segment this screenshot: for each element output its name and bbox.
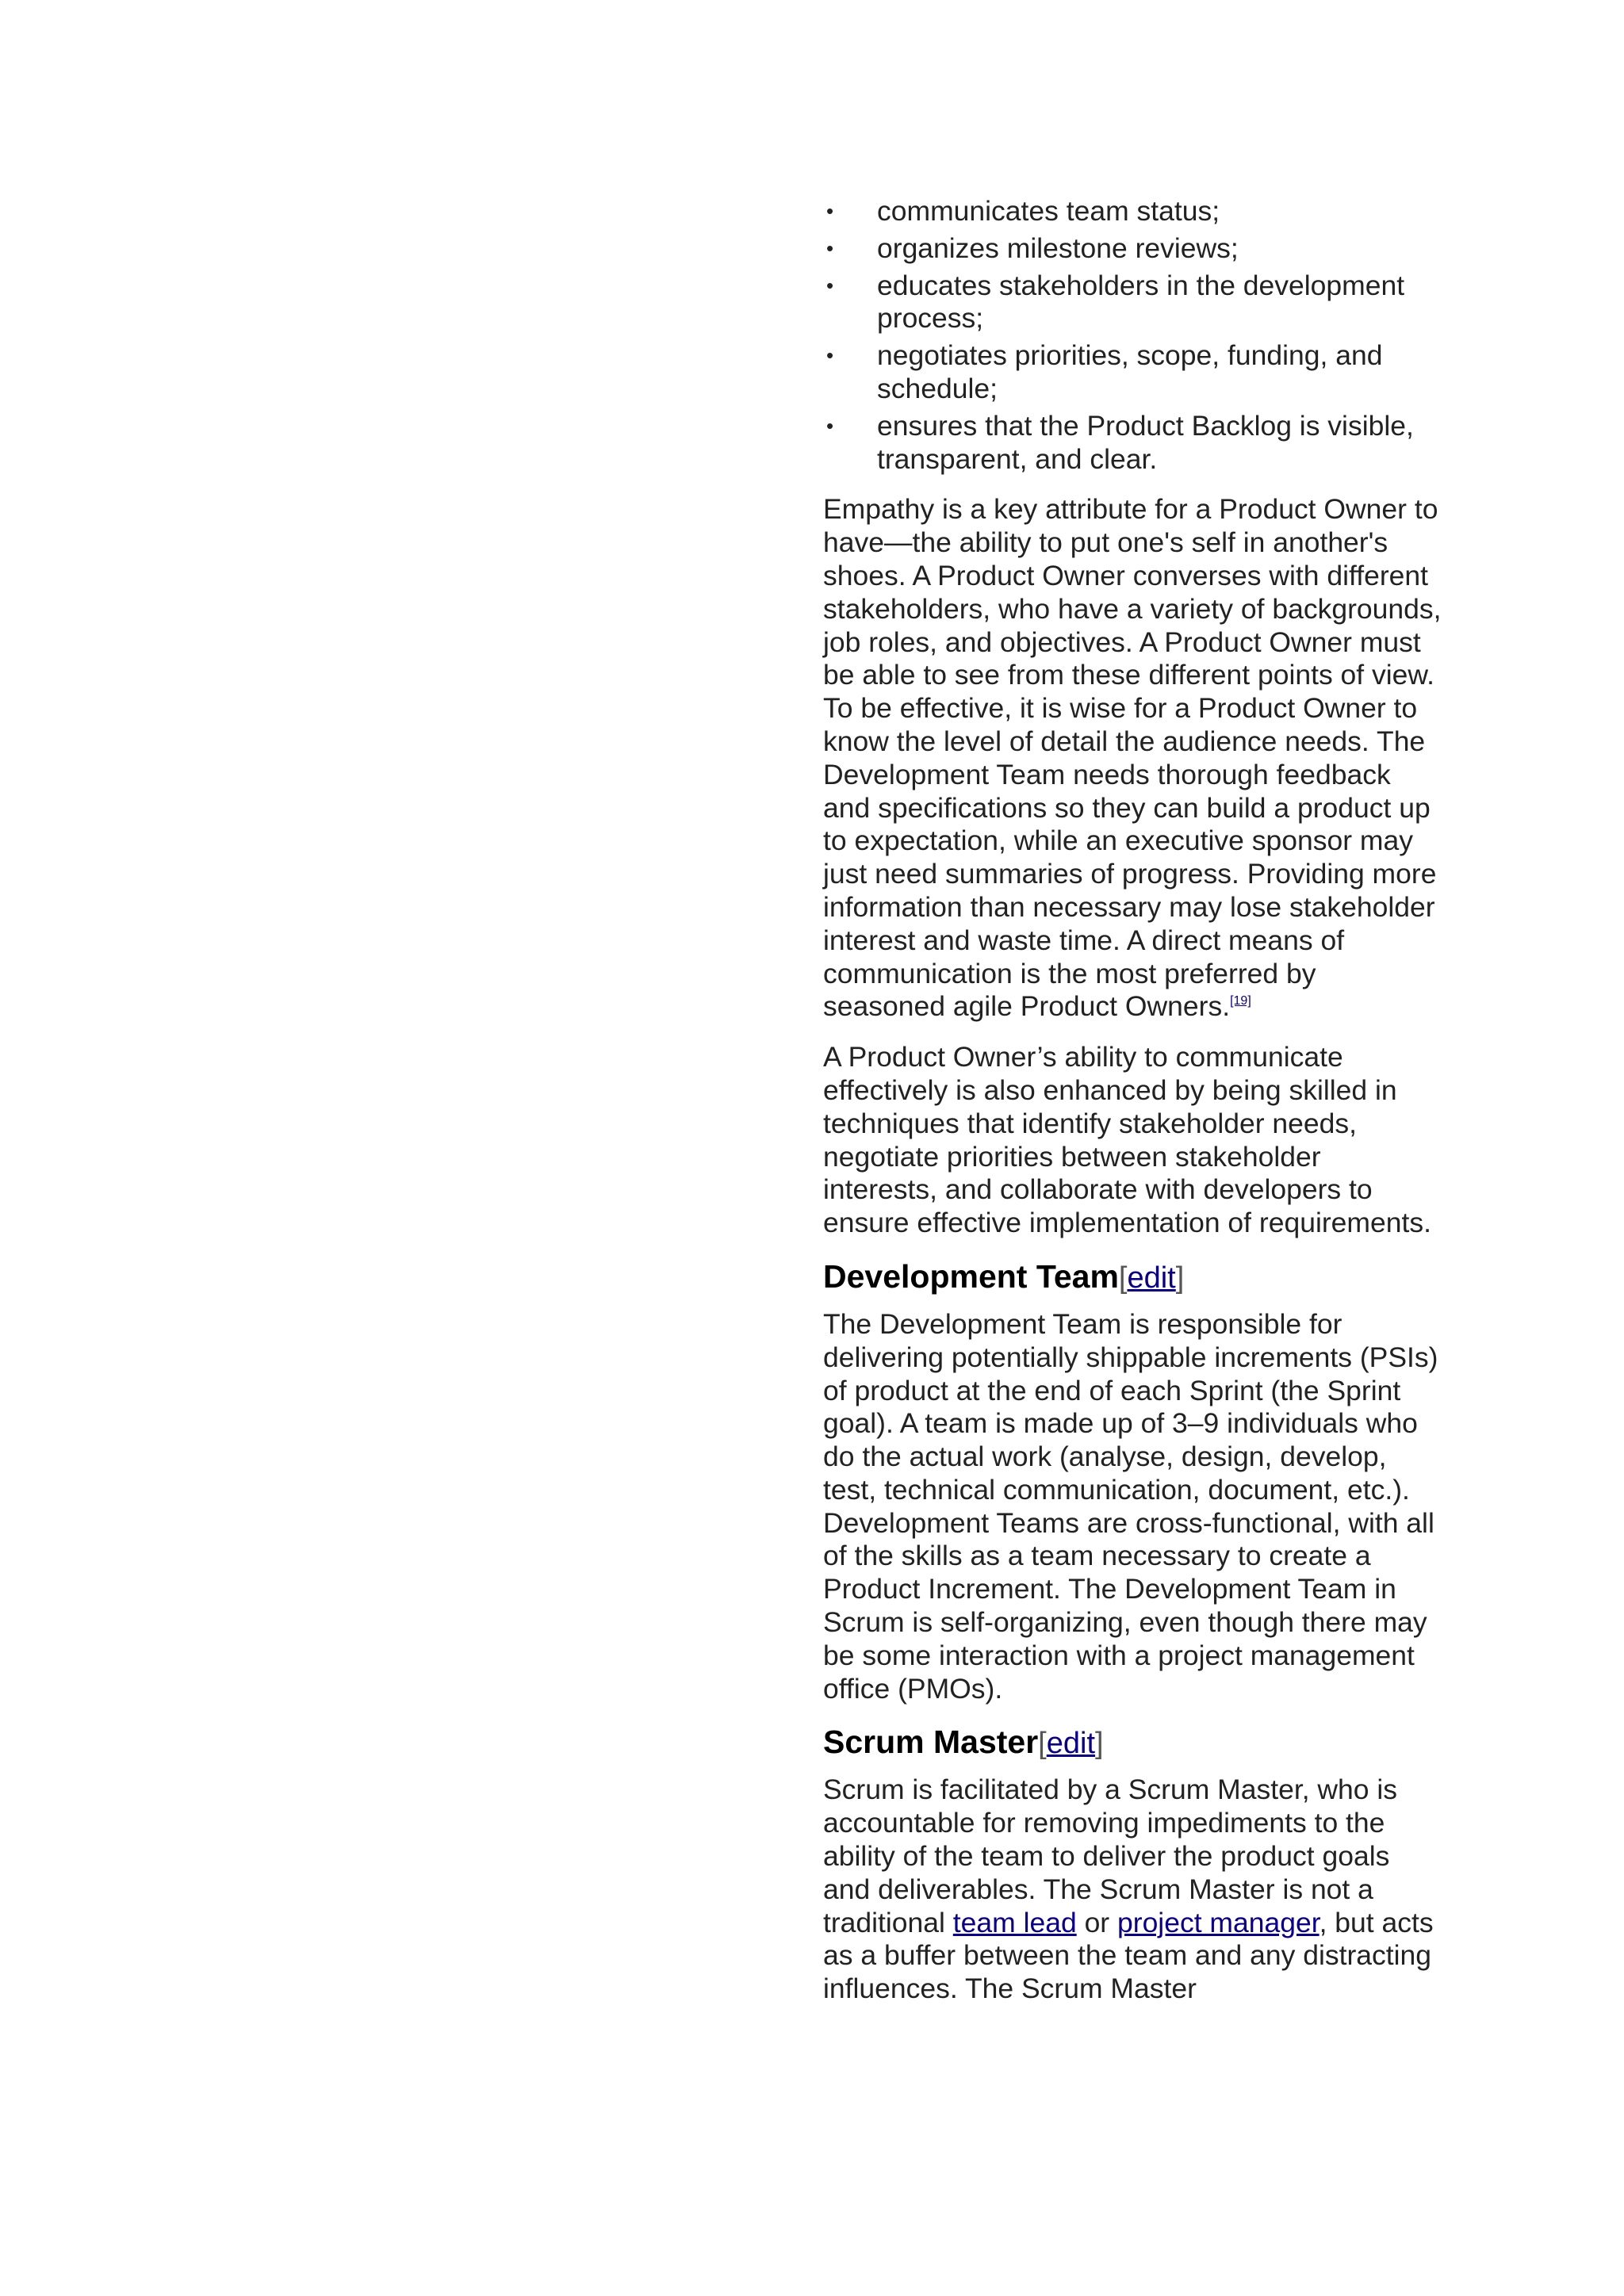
project-manager-link[interactable]: project manager [1117,1906,1320,1938]
article-column [823,195,1442,2023]
empathy-paragraph [823,493,1442,1024]
paragraph-text: or [1076,1906,1117,1938]
bracket-close: ] [1095,1727,1104,1761]
list-item-text: negotiates priorities, scope, funding, and schedule; [877,339,1383,404]
communication-paragraph: A Product Owner’s ability to communicate effectively is also enhanced by being skilled in techniques that identify stakeholder needs, negotiate priorities between stakeholder interests, and collaborate with developers to ensure effective implementation of requirements. [823,1041,1431,1239]
list-item-text: organizes milestone reviews; [877,232,1239,264]
bullet-icon: • [826,343,834,368]
list-item [823,232,1442,266]
bullet-icon: • [826,413,834,438]
paragraph-text: Empathy is a key attribute for a Product Owner to have—the ability to put one's self in another's shoes. A Product Owner converses with different stakeholders, who have a variety of backgrounds, job roles, and objectives. A Product Owner must be able to see from these different points of view. To be effective, it is wise for a Product Owner to know the level of detail the audience needs. The Development Team needs thorough feedback and specifications so they can build a product up to expectation, while an executive sponsor may just need summaries of progress. Providing more information than necessary may lose stakeholder interest and waste time. A direct means of communication is the most preferred by seasoned agile Product Owners. [823,493,1442,1023]
list-item [823,410,1442,476]
edit-link[interactable]: edit [1046,1727,1096,1761]
team-lead-link[interactable]: team lead [952,1906,1077,1938]
responsibilities-list [823,195,1442,476]
bullet-icon: • [826,273,834,297]
paragraph-text: Scrum is facilitated by a Scrum Master, who is accountable for removing impediments to the ability of the team to deliver the product goals and deliverables. The Scrum Master is not a traditional [823,1774,1398,1938]
bullet-icon: • [826,199,834,223]
list-item [823,195,1442,228]
list-item [823,339,1442,406]
list-item-text: educates stakeholders in the development process; [877,269,1405,335]
bracket-close: ] [1175,1261,1185,1295]
paragraph-text: , but acts as a buffer between the team and any distracting influences. The Scrum Master [823,1906,1434,2005]
list-item-text: communicates team status; [877,195,1220,227]
bullet-icon: • [826,235,834,260]
bracket-open: [ [1118,1261,1128,1295]
citation-link[interactable]: [19] [1230,994,1251,1008]
scrum-master-paragraph [823,1774,1442,2006]
development-team-heading [823,1257,1442,1297]
list-item-text: ensures that the Product Backlog is visible, transparent, and clear. [877,409,1414,475]
edit-link[interactable]: edit [1127,1261,1176,1295]
edit-section-control [1119,1261,1184,1295]
bracket-open: [ [1038,1727,1047,1761]
heading-text: Scrum Master [823,1724,1039,1761]
heading-text: Development Team [823,1257,1119,1295]
edit-section-control [1038,1727,1103,1760]
development-team-paragraph: The Development Team is responsible for delivering potentially shippable increments (PSIs) of product at the end of each Sprint (the Sprint goal). A team is made up of 3–9 individuals who do the actual work (analyse, design, develop, test, technical communication, document, etc.). Development Teams are cross-functional, with all of the skills as a team necessary to create a Product Increment. The Development Team in Scrum is self-organizing, even though there may be some interaction with a project management office (PMOs). [823,1307,1438,1705]
scrum-master-heading [823,1723,1442,1762]
list-item [823,270,1442,336]
